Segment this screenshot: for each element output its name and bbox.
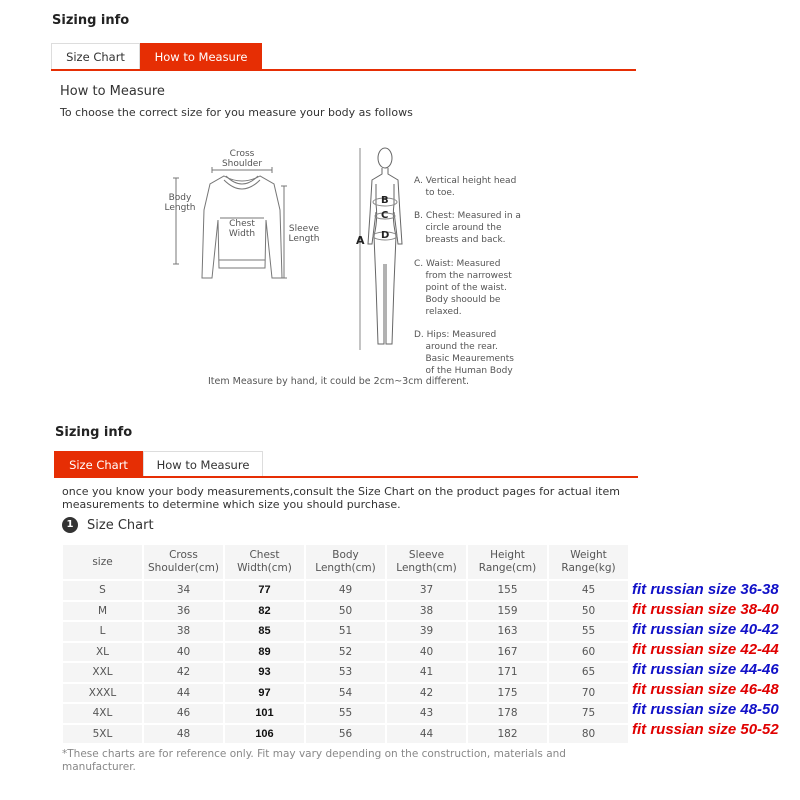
cell-size: M xyxy=(63,602,142,621)
cell-size: S xyxy=(63,581,142,600)
cell-cross-shoulder: 44 xyxy=(144,684,223,703)
note-waist: C. Waist: Measured from the narrowest point of the waist. Body shoould be relaxed. xyxy=(414,259,512,317)
how-to-measure-subtitle: To choose the correct size for you measure your body as follows xyxy=(60,106,413,119)
note-vertical-height: A. Vertical height head to toe. xyxy=(414,176,517,198)
fit-note: fit russian size 50-52 xyxy=(632,721,779,738)
body-figure-diagram xyxy=(352,144,412,356)
label-sleeve-length: Sleeve Length xyxy=(288,224,320,244)
cell-body-length: 53 xyxy=(306,663,385,682)
footnote: *These charts are for reference only. Fit may vary depending on the construction, materials and manufacturer. xyxy=(62,748,566,773)
cell-size: 5XL xyxy=(63,725,142,744)
table-row xyxy=(63,602,628,621)
cell-chest-width: 97 xyxy=(225,684,304,703)
label-chest-width: Chest Width xyxy=(222,219,262,239)
cell-weight-range: 60 xyxy=(549,643,628,662)
table-row xyxy=(63,725,628,744)
table-header-row xyxy=(63,545,628,579)
cell-body-length: 49 xyxy=(306,581,385,600)
measure-note: Item Measure by hand, it could be 2cm~3cm different. xyxy=(208,376,470,387)
cell-size: 4XL xyxy=(63,704,142,723)
fit-note: fit russian size 40-42 xyxy=(632,621,779,638)
size-chart-intro: once you know your body measurements,consult the Size Chart on the product pages for actual item measurements to determine which size you should purchase. xyxy=(62,485,620,511)
cell-body-length: 51 xyxy=(306,622,385,641)
col-header-body-length: Body Length(cm) xyxy=(306,545,385,579)
fit-note: fit russian size 38-40 xyxy=(632,601,779,618)
cell-sleeve-length: 39 xyxy=(387,622,466,641)
cell-height-range: 155 xyxy=(468,581,547,600)
table-row xyxy=(63,581,628,600)
cell-cross-shoulder: 38 xyxy=(144,622,223,641)
cell-chest-width: 82 xyxy=(225,602,304,621)
tab-underline xyxy=(51,69,636,71)
cell-size: XXXL xyxy=(63,684,142,703)
cell-cross-shoulder: 48 xyxy=(144,725,223,744)
col-header-height-range: Height Range(cm) xyxy=(468,545,547,579)
cell-sleeve-length: 40 xyxy=(387,643,466,662)
note-hips: D. Hips: Measured around the rear. Basic Meaurements of the Human Body xyxy=(414,330,514,376)
body-letter-d: D xyxy=(381,230,390,241)
size-table xyxy=(61,543,630,745)
cell-chest-width: 85 xyxy=(225,622,304,641)
cell-weight-range: 70 xyxy=(549,684,628,703)
cell-chest-width: 89 xyxy=(225,643,304,662)
cell-weight-range: 45 xyxy=(549,581,628,600)
cell-cross-shoulder: 36 xyxy=(144,602,223,621)
cell-size: XXL xyxy=(63,663,142,682)
table-row xyxy=(63,704,628,723)
table-row xyxy=(63,663,628,682)
cell-cross-shoulder: 42 xyxy=(144,663,223,682)
cell-body-length: 55 xyxy=(306,704,385,723)
table-row xyxy=(63,684,628,703)
step-heading xyxy=(62,517,154,533)
cell-height-range: 159 xyxy=(468,602,547,621)
how-to-measure-heading: How to Measure xyxy=(60,84,165,99)
body-figure-illustration xyxy=(352,144,412,356)
sizing-info-title: Sizing info xyxy=(52,13,130,28)
cell-sleeve-length: 43 xyxy=(387,704,466,723)
fit-notes xyxy=(632,580,798,740)
body-letter-c: C xyxy=(381,210,389,221)
cell-height-range: 175 xyxy=(468,684,547,703)
label-body-length: Body Length xyxy=(164,193,196,213)
label-cross-shoulder: Cross Shoulder xyxy=(221,149,263,169)
tab-underline-2 xyxy=(54,476,638,478)
bottom-tab-bar xyxy=(54,451,263,478)
col-header-cross-shoulder: Cross Shoulder(cm) xyxy=(144,545,223,579)
sizing-info-title-2: Sizing info xyxy=(55,425,133,440)
cell-weight-range: 65 xyxy=(549,663,628,682)
tab-size-chart-2[interactable]: Size Chart xyxy=(54,451,143,478)
cell-body-length: 54 xyxy=(306,684,385,703)
fit-note: fit russian size 44-46 xyxy=(632,661,779,678)
col-header-sleeve-length: Sleeve Length(cm) xyxy=(387,545,466,579)
cell-height-range: 178 xyxy=(468,704,547,723)
tab-how-to-measure-2[interactable]: How to Measure xyxy=(143,451,263,478)
fit-note: fit russian size 42-44 xyxy=(632,641,779,658)
fit-note: fit russian size 48-50 xyxy=(632,701,779,718)
body-letter-b: B xyxy=(381,195,389,206)
cell-height-range: 171 xyxy=(468,663,547,682)
cell-sleeve-length: 38 xyxy=(387,602,466,621)
tab-how-to-measure[interactable]: How to Measure xyxy=(140,43,262,70)
cell-cross-shoulder: 46 xyxy=(144,704,223,723)
cell-height-range: 182 xyxy=(468,725,547,744)
tab-size-chart[interactable]: Size Chart xyxy=(51,43,140,70)
col-header-size: size xyxy=(63,545,142,579)
step-number-badge: 1 xyxy=(62,517,78,533)
body-letter-a: A xyxy=(356,234,365,247)
cell-sleeve-length: 37 xyxy=(387,581,466,600)
cell-weight-range: 80 xyxy=(549,725,628,744)
cell-sleeve-length: 41 xyxy=(387,663,466,682)
col-header-chest-width: Chest Width(cm) xyxy=(225,545,304,579)
cell-body-length: 56 xyxy=(306,725,385,744)
cell-height-range: 163 xyxy=(468,622,547,641)
cell-height-range: 167 xyxy=(468,643,547,662)
fit-note: fit russian size 36-38 xyxy=(632,581,779,598)
cell-chest-width: 106 xyxy=(225,725,304,744)
step-title: Size Chart xyxy=(87,517,154,533)
note-chest: B. Chest: Measured in a circle around the breasts and back. xyxy=(414,211,521,245)
table-row xyxy=(63,622,628,641)
cell-cross-shoulder: 40 xyxy=(144,643,223,662)
cell-weight-range: 50 xyxy=(549,602,628,621)
fit-note: fit russian size 46-48 xyxy=(632,681,779,698)
cell-body-length: 50 xyxy=(306,602,385,621)
cell-body-length: 52 xyxy=(306,643,385,662)
top-tab-bar xyxy=(51,43,262,70)
cell-cross-shoulder: 34 xyxy=(144,581,223,600)
cell-size: XL xyxy=(63,643,142,662)
cell-size: L xyxy=(63,622,142,641)
cell-chest-width: 101 xyxy=(225,704,304,723)
cell-sleeve-length: 44 xyxy=(387,725,466,744)
cell-chest-width: 77 xyxy=(225,581,304,600)
cell-weight-range: 75 xyxy=(549,704,628,723)
col-header-weight-range: Weight Range(kg) xyxy=(549,545,628,579)
cell-sleeve-length: 42 xyxy=(387,684,466,703)
cell-chest-width: 93 xyxy=(225,663,304,682)
cell-weight-range: 55 xyxy=(549,622,628,641)
table-row xyxy=(63,643,628,662)
